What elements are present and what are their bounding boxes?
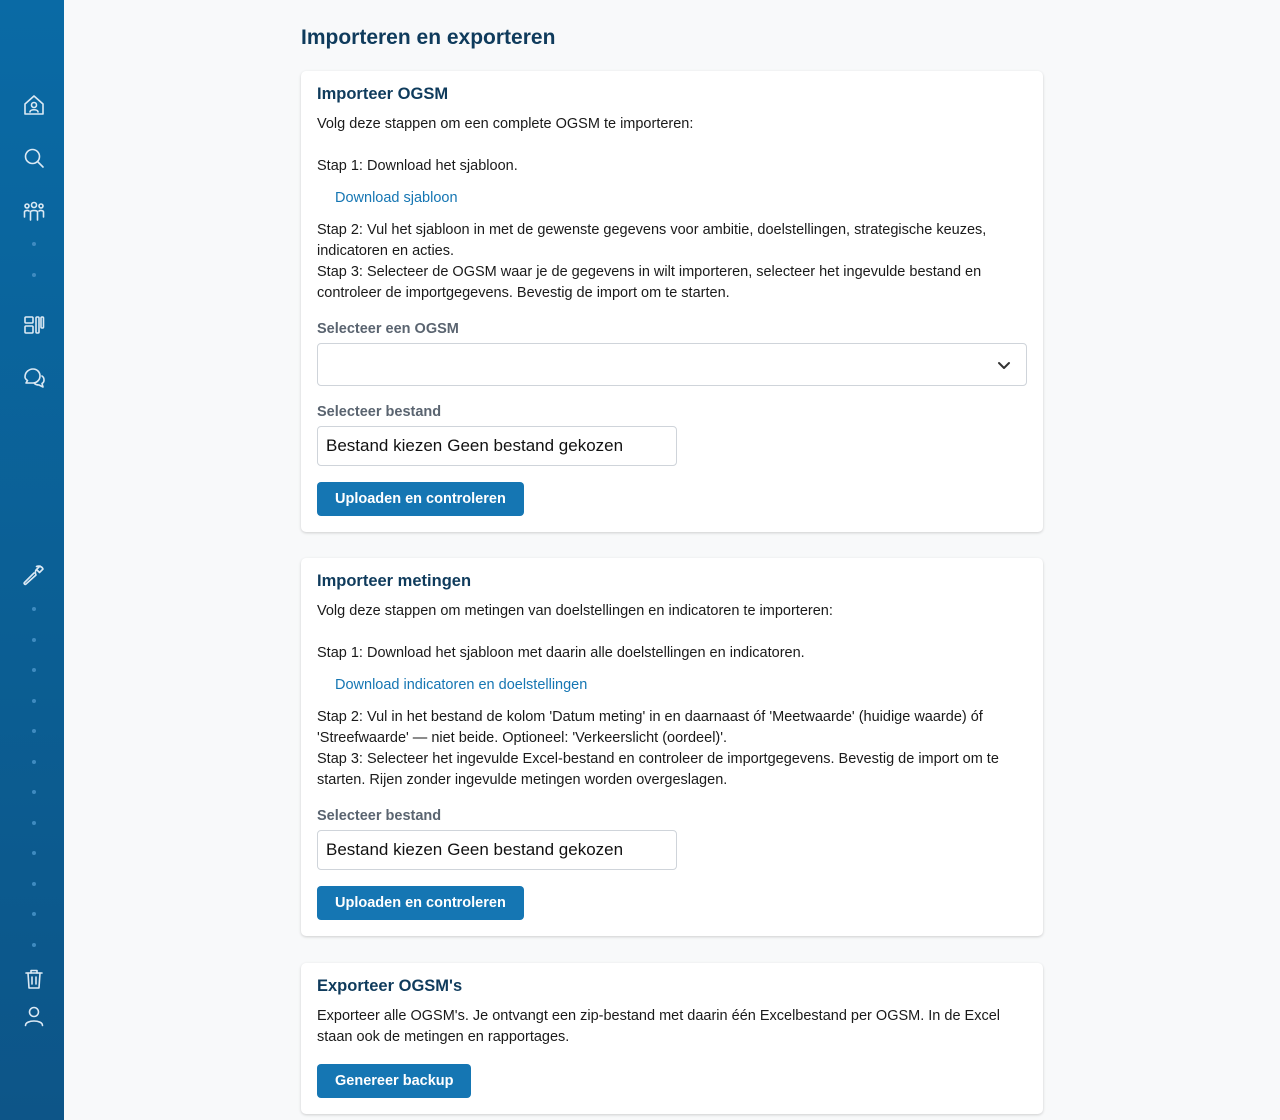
export-title: Exporteer OGSM's bbox=[317, 977, 463, 995]
sidebar-dot bbox=[32, 638, 36, 642]
choose-file-button[interactable]: Bestand kiezen bbox=[326, 436, 443, 455]
choose-file-button[interactable]: Bestand kiezen bbox=[326, 840, 443, 859]
sidebar-dot bbox=[32, 699, 36, 703]
users-icon[interactable] bbox=[20, 197, 48, 225]
metingen-file-input[interactable] bbox=[317, 830, 677, 870]
import-ogsm-card bbox=[301, 71, 1043, 532]
sidebar-dot bbox=[32, 760, 36, 764]
select-file-label: Selecteer bestand bbox=[317, 404, 442, 420]
sidebar-dot bbox=[32, 607, 36, 611]
export-description: Exporteer alle OGSM's. Je ontvangt een zip-bestand met daarin één Excelbestand per OGSM. In de Excel staan ook de metingen en rapportages. bbox=[317, 1008, 1001, 1045]
sidebar bbox=[0, 0, 64, 1120]
import-metingen-intro: Volg deze stappen om metingen van doelstellingen en indicatoren te importeren: bbox=[317, 603, 833, 619]
import-ogsm-title: Importeer OGSM bbox=[317, 85, 449, 103]
download-indicators-link[interactable]: Download indicatoren en doelstellingen bbox=[335, 677, 588, 693]
import-metingen-title: Importeer metingen bbox=[317, 572, 472, 590]
select-ogsm-dropdown[interactable] bbox=[317, 343, 1027, 386]
file-status: Geen bestand gekozen bbox=[447, 436, 624, 455]
upload-ogsm-button[interactable]: Uploaden en controleren bbox=[317, 482, 524, 516]
select-ogsm-label: Selecteer een OGSM bbox=[317, 321, 459, 337]
file-status: Geen bestand gekozen bbox=[447, 840, 624, 859]
chat-icon[interactable] bbox=[20, 364, 48, 392]
sidebar-dot bbox=[32, 729, 36, 733]
upload-metingen-button[interactable]: Uploaden en controleren bbox=[317, 886, 524, 920]
sidebar-dot bbox=[32, 943, 36, 947]
sidebar-dot bbox=[32, 273, 36, 277]
user-icon[interactable] bbox=[20, 1002, 48, 1030]
select-file-label: Selecteer bestand bbox=[317, 808, 442, 824]
sidebar-dot bbox=[32, 851, 36, 855]
board-icon[interactable] bbox=[20, 311, 48, 339]
sidebar-dot bbox=[32, 882, 36, 886]
import-ogsm-step2: Stap 2: Vul het sjabloon in met de gewenste gegevens voor ambitie, doelstellingen, strategische keuzes, indicatoren en acties. bbox=[317, 222, 987, 259]
sidebar-dot bbox=[32, 668, 36, 672]
import-metingen-step2: Stap 2: Vul in het bestand de kolom 'Datum meting' in en daarnaast óf 'Meetwaarde' (huidige waarde) óf 'Streefwaarde' — niet beide. Optioneel: 'Verkeerslicht (oordeel)'. bbox=[317, 709, 983, 746]
import-metingen-card bbox=[301, 558, 1043, 936]
sidebar-dot bbox=[32, 790, 36, 794]
import-ogsm-step3: Stap 3: Selecteer de OGSM waar je de gegevens in wilt importeren, selecteer het ingevulde bestand en controleer de importgegevens. Bevestig de import om te starten. bbox=[317, 264, 982, 301]
import-metingen-step3: Stap 3: Selecteer het ingevulde Excel-bestand en controleer de importgegevens. Bevestig de import om te starten. Rijen zonder ingevulde metingen worden overgeslagen. bbox=[317, 751, 999, 788]
page-title: Importeren en exporteren bbox=[301, 26, 556, 49]
chevron-down-icon bbox=[996, 357, 1012, 373]
generate-backup-button[interactable]: Genereer backup bbox=[317, 1064, 471, 1098]
wrench-icon[interactable] bbox=[20, 561, 48, 589]
home-icon[interactable] bbox=[20, 91, 48, 119]
sidebar-dot bbox=[32, 821, 36, 825]
search-icon[interactable] bbox=[20, 144, 48, 172]
trash-icon[interactable] bbox=[20, 965, 48, 993]
import-metingen-step1: Stap 1: Download het sjabloon met daarin alle doelstellingen en indicatoren. bbox=[317, 645, 805, 661]
download-template-link[interactable]: Download sjabloon bbox=[335, 190, 458, 206]
export-card bbox=[301, 963, 1043, 1114]
ogsm-file-input[interactable] bbox=[317, 426, 677, 466]
import-ogsm-intro: Volg deze stappen om een complete OGSM te importeren: bbox=[317, 116, 694, 132]
sidebar-dot bbox=[32, 912, 36, 916]
sidebar-dot bbox=[32, 242, 36, 246]
import-ogsm-step1: Stap 1: Download het sjabloon. bbox=[317, 158, 518, 174]
